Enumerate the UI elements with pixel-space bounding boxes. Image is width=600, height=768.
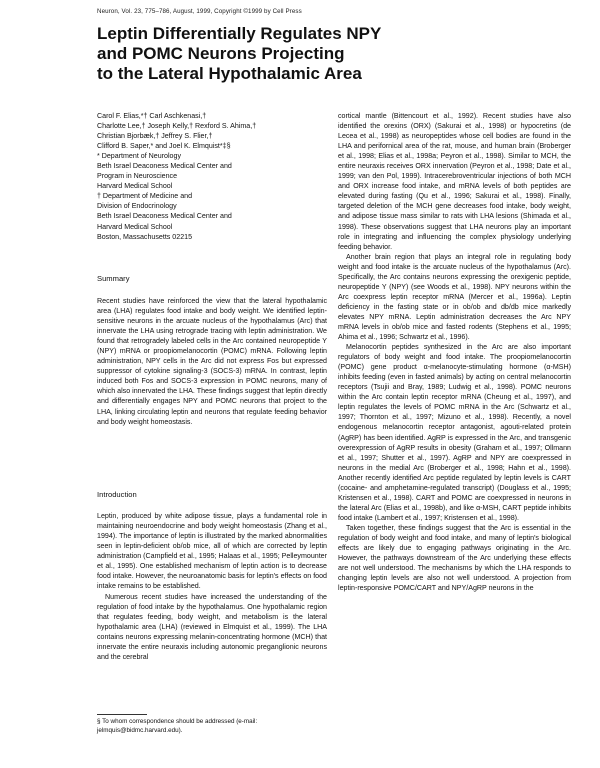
- affiliation-line: Harvard Medical School: [97, 182, 173, 191]
- correspondence-footnote: § To whom correspondence should be addressed (e-mail: jelmquis@bidmc.harvard.edu).: [97, 718, 258, 734]
- title-line: Leptin Differentially Regulates NPY: [97, 24, 382, 43]
- intro-paragraph-1: Leptin, produced by white adipose tissue, plays a fundamental role in maintaining neuroendocrine and body weight homeostasis (Zhang et al., 1994). The importance of leptin is illustrated by the marked abnormalities seen in leptin-deficient ob/ob mice, all of which are corrected by leptin administration (Campfield et al., 1995; Halaas et al., 1995; Pelleymounter et al., 1995). One established mechanism of leptin action is to decrease food intake. However, the neuroanatomic basis for leptin's effects on food intake remains to be established.: [97, 512, 327, 591]
- author-line: Christian Bjorbæk,† Jeffrey S. Flier,†: [97, 132, 213, 141]
- intro-paragraph-2: Numerous recent studies have increased the understanding of the regulation of food intake by the hypothalamus. One hypothalamic region that regulates feeding, body weight, and metabolism is the lateral hypothalamic area (LHA) (reviewed in Elmquist et al., 1999). The LHA contains neurons expressing melanin-concentrating hormone (MCH) that innervate the entire neuraxis including autonomic preganglionic neurons and the cerebral: [97, 593, 327, 662]
- affiliation-line: Beth Israel Deaconess Medical Center and: [97, 162, 232, 171]
- right-column: [338, 111, 571, 593]
- author-line: Carol F. Elias,*† Carl Aschkenasi,†: [97, 112, 207, 120]
- journal-citation: Neuron, Vol. 23, 775–786, August, 1999, Copyright ©1999 by Cell Press: [97, 8, 302, 15]
- author-line: Charlotte Lee,† Joseph Kelly,† Rexford S. Ahima,†: [97, 122, 257, 131]
- affiliation-line: Harvard Medical School: [97, 222, 173, 231]
- affiliation-line: Program in Neuroscience: [97, 172, 178, 181]
- right-paragraph-2: Another brain region that plays an integral role in regulating body weight and food intake is the arcuate nucleus of the hypothalamus (Arc). Specifically, the Arc contains neurons expressing the orexigenic peptide, neuropeptide Y (NPY) (see Woods et al., 1998). NPY neurons within the Arc coexpress leptin receptor mRNA (Mercer et al., 1996a). Leptin deficiency in the fasting state or in ob/ob and db/db mice markedly elevates NPY mRNA. Leptin administration decreases the Arc NPY mRNA levels in ob/ob mice and fasted rodents (Stephens et al., 1995; Ahima et al., 1996; Schwartz et al., 1996).: [338, 252, 571, 342]
- right-paragraph-4: Taken together, these findings suggest that the Arc is essential in the regulation of body weight and food intake, and many of leptin's biological effects are likely due to engaging pathways originating in the Arc. However, the pathways downstream of the Arc underlying these effects are not well understood. The mechanisms by which the LHA responds to changing leptin levels are also not well understood. A projection from leptin-responsive POMC/CART and NPY/AgRP neurons in the: [338, 523, 571, 593]
- affiliation-line: Beth Israel Deaconess Medical Center and: [97, 212, 232, 221]
- right-paragraph-3: Melanocortin peptides synthesized in the Arc are also important regulators of body weight and food intake. The proopiomelanocortin (POMC) gene product α-melanocyte-stimulating hormone (α-MSH) inhibits feeding (even in fasted animals) by acting on central melanocortin receptors (Tsujii and Bray, 1989; Ludwig et al., 1998). POMC neurons within the Arc contain leptin receptor mRNA (Cheung et al., 1997), and leptin regulates the levels of POMC mRNA in the Arc (Schwartz et al., 1997; Thornton et al., 1997; Mizuno et al., 1998). Recently, a novel endogenous melanocortin receptor antagonist, agouti-related protein (AgRP) has been identified. AgRP is expressed in the Arc, and transgenic overexpression of AgRP results in obesity (Graham et al., 1997; Ollmann et al., 1997; Shutter et al., 1997). AgRP and NPY are coexpressed in neurons in the medial Arc (Broberger et al., 1998; Hahn et al., 1998). Another recently identified Arc peptide regulated by leptin levels is CART (cocaine- and amphetamine-regulated transcript) (Douglass et al., 1995; Kristensen et al., 1998). CART and POMC are coexpressed in neurons in the lateral Arc (Elias et al., 1998b), and like α-MSH, CART peptide inhibits food intake (Lambert et al., 1997; Kristensen et al., 1998).: [338, 343, 571, 522]
- right-paragraph-1: cortical mantle (Bittencourt et al., 1992). Recent studies have also identified the orexins (ORX) (Sakurai et al., 1998) or hypocretins (de Lecea et al., 1998) as neuropeptides whose cell bodies are found in the LHA and perifornical area of the rat, mouse, and human brain (Broberger et al., 1998; Elias et al., 1998a; Peyron et al., 1998). Similar to MCH, the entire neuraxis receives ORX innervation (Peyron et al., 1998; Date et al., 1999; van den Pol, 1999). Intracerebroventricular injections of both MCH and ORX increase food intake, and mRNA levels of both peptides are elevated during fasting (Qu et al., 1996; Sakurai et al., 1998). Finally, targeted deletion of the MCH gene decreases food intake, body weight, and adipose tissue mass similar to rats with LHA lesions (Shimada et al., 1998). These observations suggest that LHA neurons play an important role in integrating and influencing the complex physiology underlying feeding behavior.: [338, 112, 571, 251]
- affiliation-line: Boston, Massachusetts 02215: [97, 232, 193, 241]
- author-line: Clifford B. Saper,* and Joel K. Elmquist*‡§: [97, 142, 231, 151]
- affiliation-line: * Department of Neurology: [97, 152, 181, 161]
- summary-heading: Summary: [97, 274, 130, 283]
- introduction-heading: Introduction: [97, 490, 137, 499]
- author-affiliations: [97, 111, 327, 242]
- title-line: to the Lateral Hypothalamic Area: [97, 64, 362, 83]
- affiliation-line: Division of Endocrinology: [97, 202, 177, 211]
- summary-text: Recent studies have reinforced the view that the lateral hypothalamic area (LHA) regulates food intake and body weight. We identified leptin-sensitive neurons in the arcuate nucleus of the hypothalamus (Arc) that innervate the LHA using retrograde tracing with leptin administration. We found that retrogradely labeled cells in the Arc contained neuropeptide Y (NPY) mRNA or proopiomelanocortin (POMC) mRNA. Following leptin administration, NPY cells in the Arc did not express Fos but expressed suppressor of cytokine signaling-3 (SOCS-3) mRNA. In contrast, leptin induced both Fos and SOCS-3 expression in POMC neurons, many of which also innervated the LHA. These findings suggest that leptin directly and differentially engages NPY and POMC neurons that project to the LHA, linking circulating leptin and neurons that regulate feeding behavior and body weight homeostasis.: [97, 297, 327, 426]
- title-line: and POMC Neurons Projecting: [97, 44, 345, 63]
- affiliation-line: † Department of Medicine and: [97, 192, 193, 201]
- footnote-divider: [97, 714, 147, 715]
- article-title: [97, 24, 517, 84]
